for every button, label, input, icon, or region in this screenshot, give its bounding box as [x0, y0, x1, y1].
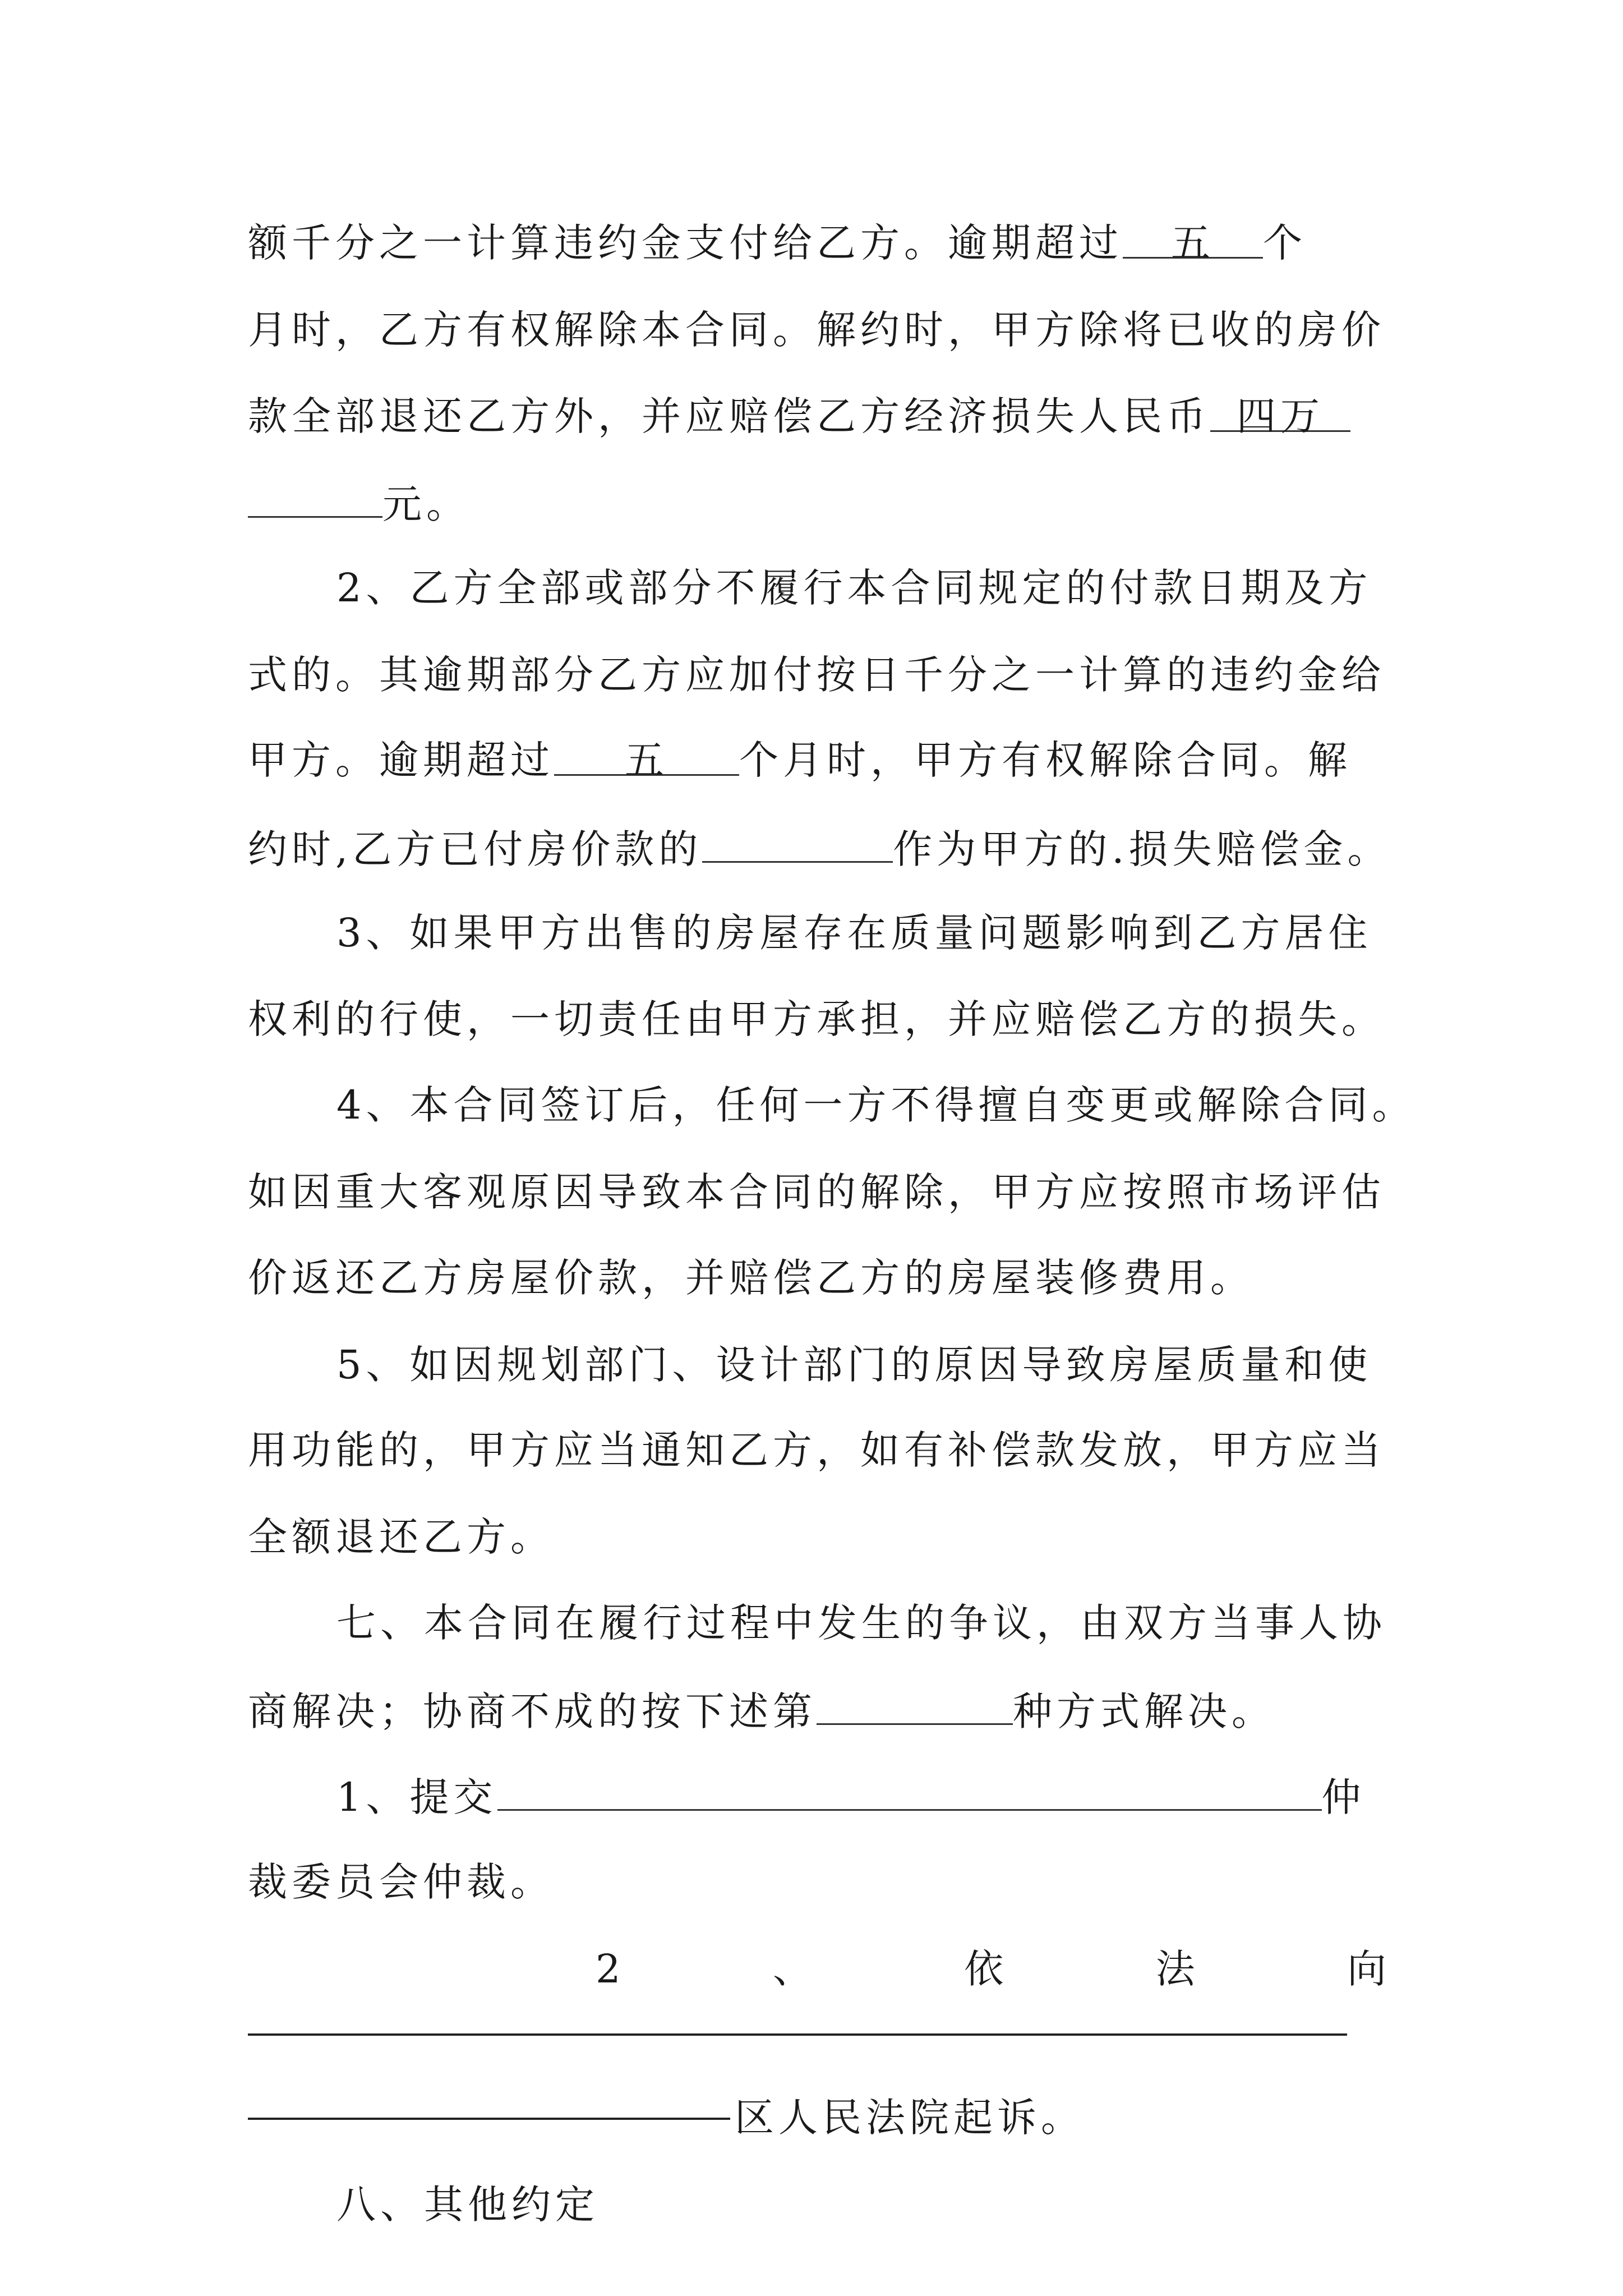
- text-line: 4、本合同签订后，任何一方不得擅自变更或解除合同。: [336, 1082, 1416, 1128]
- fill-blank: [497, 1770, 1322, 1811]
- line-text: 法: [1155, 1946, 1195, 1992]
- text-line: [336, 1770, 1475, 1820]
- line-text: 商解决；协商不成的按下述第: [248, 1688, 817, 1734]
- text-line: 2、乙方全部或部分不履行本合同规定的付款日期及方: [336, 565, 1372, 611]
- text-line: [248, 218, 1386, 268]
- line-text: 种方式解决。: [1013, 1688, 1275, 1734]
- text-line: [248, 822, 1391, 872]
- line-text: 个月时，甲方有权解除合同。解: [739, 737, 1352, 783]
- fill-blank: 四万: [1210, 391, 1350, 432]
- text-line: 如因重大客观原因导致本合同的解除，甲方应按照市场评估: [248, 1169, 1385, 1215]
- fill-blank: 五: [1123, 218, 1263, 259]
- text-line: 5、如因规划部门、设计部门的原因导致房屋质量和使: [336, 1342, 1372, 1388]
- text-line: 用功能的，甲方应当通知乙方，如有补偿款发放，甲方应当: [248, 1427, 1385, 1473]
- text-line: 3、如果甲方出售的房屋存在质量问题影响到乙方居住: [336, 910, 1372, 956]
- section-heading: 八、其他约定: [336, 2182, 599, 2228]
- text-line: 七、本合同在履行过程中发生的争议，由双方当事人协: [336, 1600, 1386, 1646]
- line-text: 1、提交: [336, 1774, 497, 1820]
- line-text: 仲: [1321, 1774, 1366, 1820]
- line-text: 元。: [382, 481, 470, 527]
- line-text: 约时,乙方已付房价款的: [248, 826, 703, 872]
- line-text: 甲方。逾期超过: [248, 737, 554, 783]
- line-text: 款全部退还乙方外，并应赔偿乙方经济损失人民币: [248, 393, 1210, 439]
- text-line: [248, 1684, 1386, 1734]
- text-line: 全额退还乙方。: [248, 1514, 554, 1560]
- line-text: 依: [964, 1946, 1004, 1992]
- fill-blank: [702, 822, 893, 863]
- text-line: 月时，乙方有权解除本合同。解约时，甲方除将已收的房价: [248, 307, 1385, 353]
- fill-blank: 五: [554, 735, 739, 776]
- text-line: 裁委员会仲裁。: [248, 1859, 554, 1905]
- line-text: 2: [596, 1946, 621, 1992]
- line-text: 作为甲方的.损失赔偿金。: [893, 826, 1391, 872]
- fill-blank: [248, 477, 382, 518]
- line-text: 向: [1347, 1946, 1386, 1992]
- justified-line: [248, 1944, 1386, 1994]
- line-text: 额千分之一计算违约金支付给乙方。逾期超过: [248, 220, 1123, 266]
- line-text: 、: [772, 1946, 812, 1992]
- text-line: [248, 391, 1386, 441]
- dash-rule: [248, 2118, 730, 2120]
- line-text: 个: [1263, 220, 1307, 266]
- text-line: 区人民法院起诉。: [735, 2095, 1085, 2141]
- text-line: [248, 477, 1386, 527]
- fill-blank: [817, 1684, 1013, 1725]
- dash-rule: [248, 2033, 1347, 2036]
- text-line: 权利的行使，一切责任由甲方承担，并应赔偿乙方的损失。: [248, 996, 1385, 1042]
- text-line: 价返还乙方房屋价款，并赔偿乙方的房屋装修费用。: [248, 1255, 1254, 1301]
- text-line: [248, 735, 1386, 785]
- text-line: 式的。其逾期部分乙方应加付按日千分之一计算的违约金给: [248, 652, 1385, 698]
